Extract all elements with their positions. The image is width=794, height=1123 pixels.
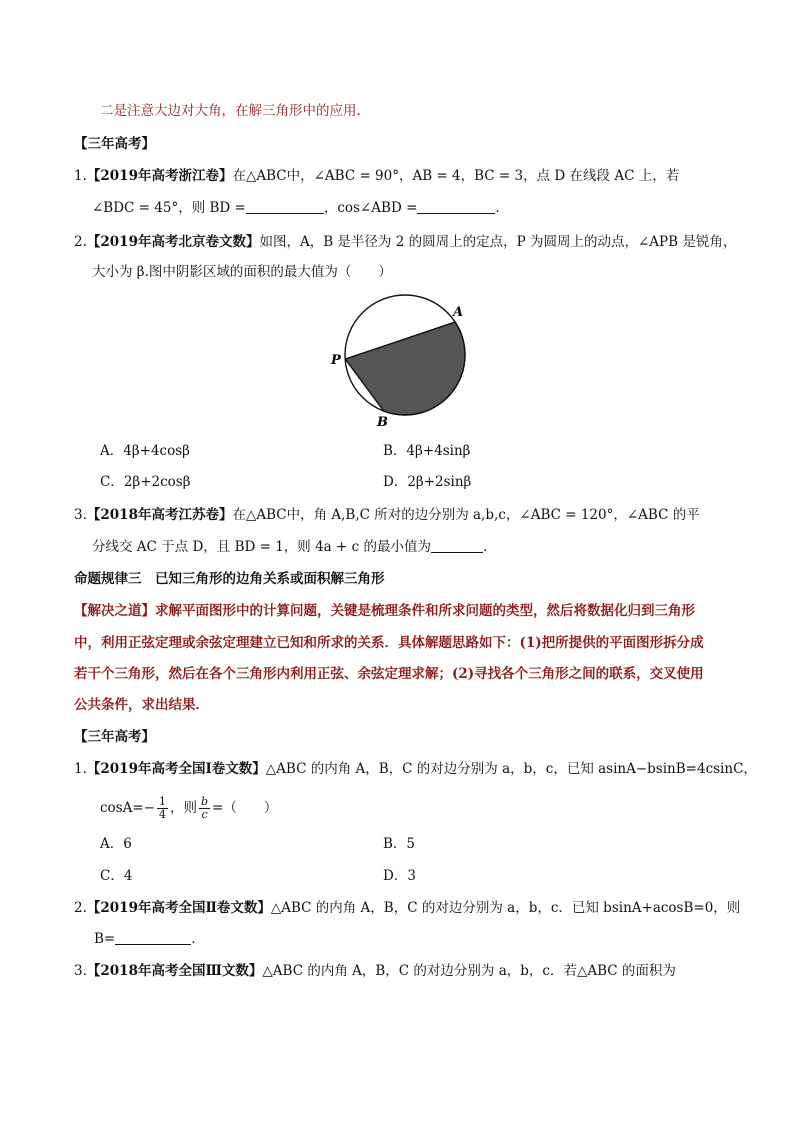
option-b[interactable]: B．5 [383, 836, 416, 852]
question-text: . [191, 931, 196, 947]
question-1-cont [92, 198, 500, 218]
point-label-a: A [453, 305, 464, 320]
section-header: 【三年高考】 [74, 136, 155, 152]
question-text: ，则 [170, 800, 197, 816]
question-source-tag: 【2019年高考全国Ⅰ卷文数】 [86, 761, 266, 777]
option-a[interactable]: A．6 [100, 836, 132, 852]
question-2-cont: 大小为 β.图中阴影区域的面积的最大值为（ ） [92, 264, 392, 280]
circle-figure [325, 290, 475, 434]
question-text: 如图，A，B 是半径为 2 的圆周上的定点，P 为圆周上的动点，∠APB 是锐角， [259, 234, 737, 250]
shaded-region [345, 322, 465, 415]
question-text: ∠BDC = 45°，则 BD = [92, 200, 246, 216]
answer-blank[interactable] [115, 930, 191, 945]
question-1 [74, 166, 679, 186]
solution-line-4: 公共条件，求出结果． [74, 697, 209, 713]
point-label-p: P [331, 353, 341, 368]
fraction-numerator: 1 [159, 795, 166, 808]
question-number: 1. [74, 761, 87, 777]
fraction-b-over-c [199, 796, 210, 821]
question-source-tag: 【2018年高考江苏卷】 [86, 507, 233, 523]
question-text: 在△ABC中，∠ABC = 90°，AB = 4，BC = 3，点 D 在线段 AC 上，若 [232, 168, 680, 184]
question-number: 3. [74, 963, 87, 979]
question-2 [74, 232, 736, 252]
question-3-cont [92, 537, 487, 557]
fraction-denominator: 4 [159, 808, 166, 821]
option-c[interactable]: C．4 [100, 868, 133, 884]
option-d[interactable]: D．3 [383, 868, 416, 884]
answer-blank[interactable] [417, 199, 495, 214]
question-number: 2. [74, 234, 87, 250]
problem-1-cont [100, 794, 277, 822]
problem-1 [74, 759, 757, 779]
option-b[interactable]: B．4β+4sinβ [383, 443, 471, 459]
solution-line-3: 若干个三角形，然后在各个三角形内利用正弦、余弦定理求解；(2)寻找各个三角形之间的联系，交叉使用 [74, 666, 704, 682]
question-text: . [495, 200, 500, 216]
problem-2-cont [94, 929, 196, 949]
question-text: 在△ABC中，角 A,B,C 所对的边分别为 a,b,c，∠ABC = 120°，∠ABC 的平 [232, 507, 700, 523]
answer-blank[interactable] [431, 538, 483, 553]
question-text: △ABC 的内角 A，B，C 的对边分别为 a，b，c．已知 bsinA+acosB=0，则 [270, 900, 741, 916]
question-source-tag: 【2019年高考浙江卷】 [86, 168, 233, 184]
fraction-denominator: c [201, 808, 208, 821]
solution-text: 求解平面图形中的计算问题，关键是梳理条件和所求问题的类型，然后将数据化归到三角形 [155, 603, 695, 619]
question-source-tag: 【2019年高考北京卷文数】 [86, 234, 260, 250]
question-source-tag: 【2018年高考全国Ⅲ文数】 [86, 963, 263, 979]
fraction-numerator: b [201, 795, 209, 808]
section-header: 【三年高考】 [74, 729, 155, 745]
intro-line: 二是注意大边对大角，在解三角形中的应用. [100, 103, 361, 119]
question-source-tag: 【2019年高考全国Ⅱ卷文数】 [86, 900, 271, 916]
question-3 [74, 505, 700, 525]
rule-title: 命题规律三 已知三角形的边角关系或面积解三角形 [74, 571, 385, 587]
shaded-circle-diagram [325, 290, 475, 430]
option-d[interactable]: D．2β+2sinβ [383, 474, 472, 490]
question-text: ，cos∠ABD = [323, 200, 418, 216]
question-text: △ABC 的内角 A，B，C 的对边分别为 a，b，c．若△ABC 的面积为 [262, 963, 676, 979]
question-text: △ABC 的内角 A，B，C 的对边分别为 a，b，c，已知 asinA−bsinB=4csinC， [265, 761, 757, 777]
point-label-b: B [377, 415, 388, 430]
question-number: 3. [74, 507, 87, 523]
question-text: 分线交 AC 于点 D，且 BD = 1，则 4a + c 的最小值为 [92, 539, 431, 555]
answer-blank[interactable] [246, 199, 324, 214]
fraction-one-quarter [157, 796, 168, 821]
option-a[interactable]: A．4β+4cosβ [100, 443, 190, 459]
problem-2 [74, 898, 740, 918]
question-text: =（ ） [212, 800, 278, 816]
question-number: 2. [74, 900, 87, 916]
solution-line-2: 中，利用正弦定理或余弦定理建立已知和所求的关系．具体解题思路如下：(1)把所提供的平面图形拆分成 [74, 635, 704, 651]
question-text: . [482, 539, 488, 555]
solution-tag: 【解决之道】 [74, 603, 155, 619]
solution-line-1 [74, 601, 695, 621]
question-text: cosA=− [100, 800, 155, 816]
question-text: B= [94, 931, 116, 947]
problem-3 [74, 961, 676, 981]
question-number: 1. [74, 168, 87, 184]
option-c[interactable]: C．2β+2cosβ [100, 474, 191, 490]
